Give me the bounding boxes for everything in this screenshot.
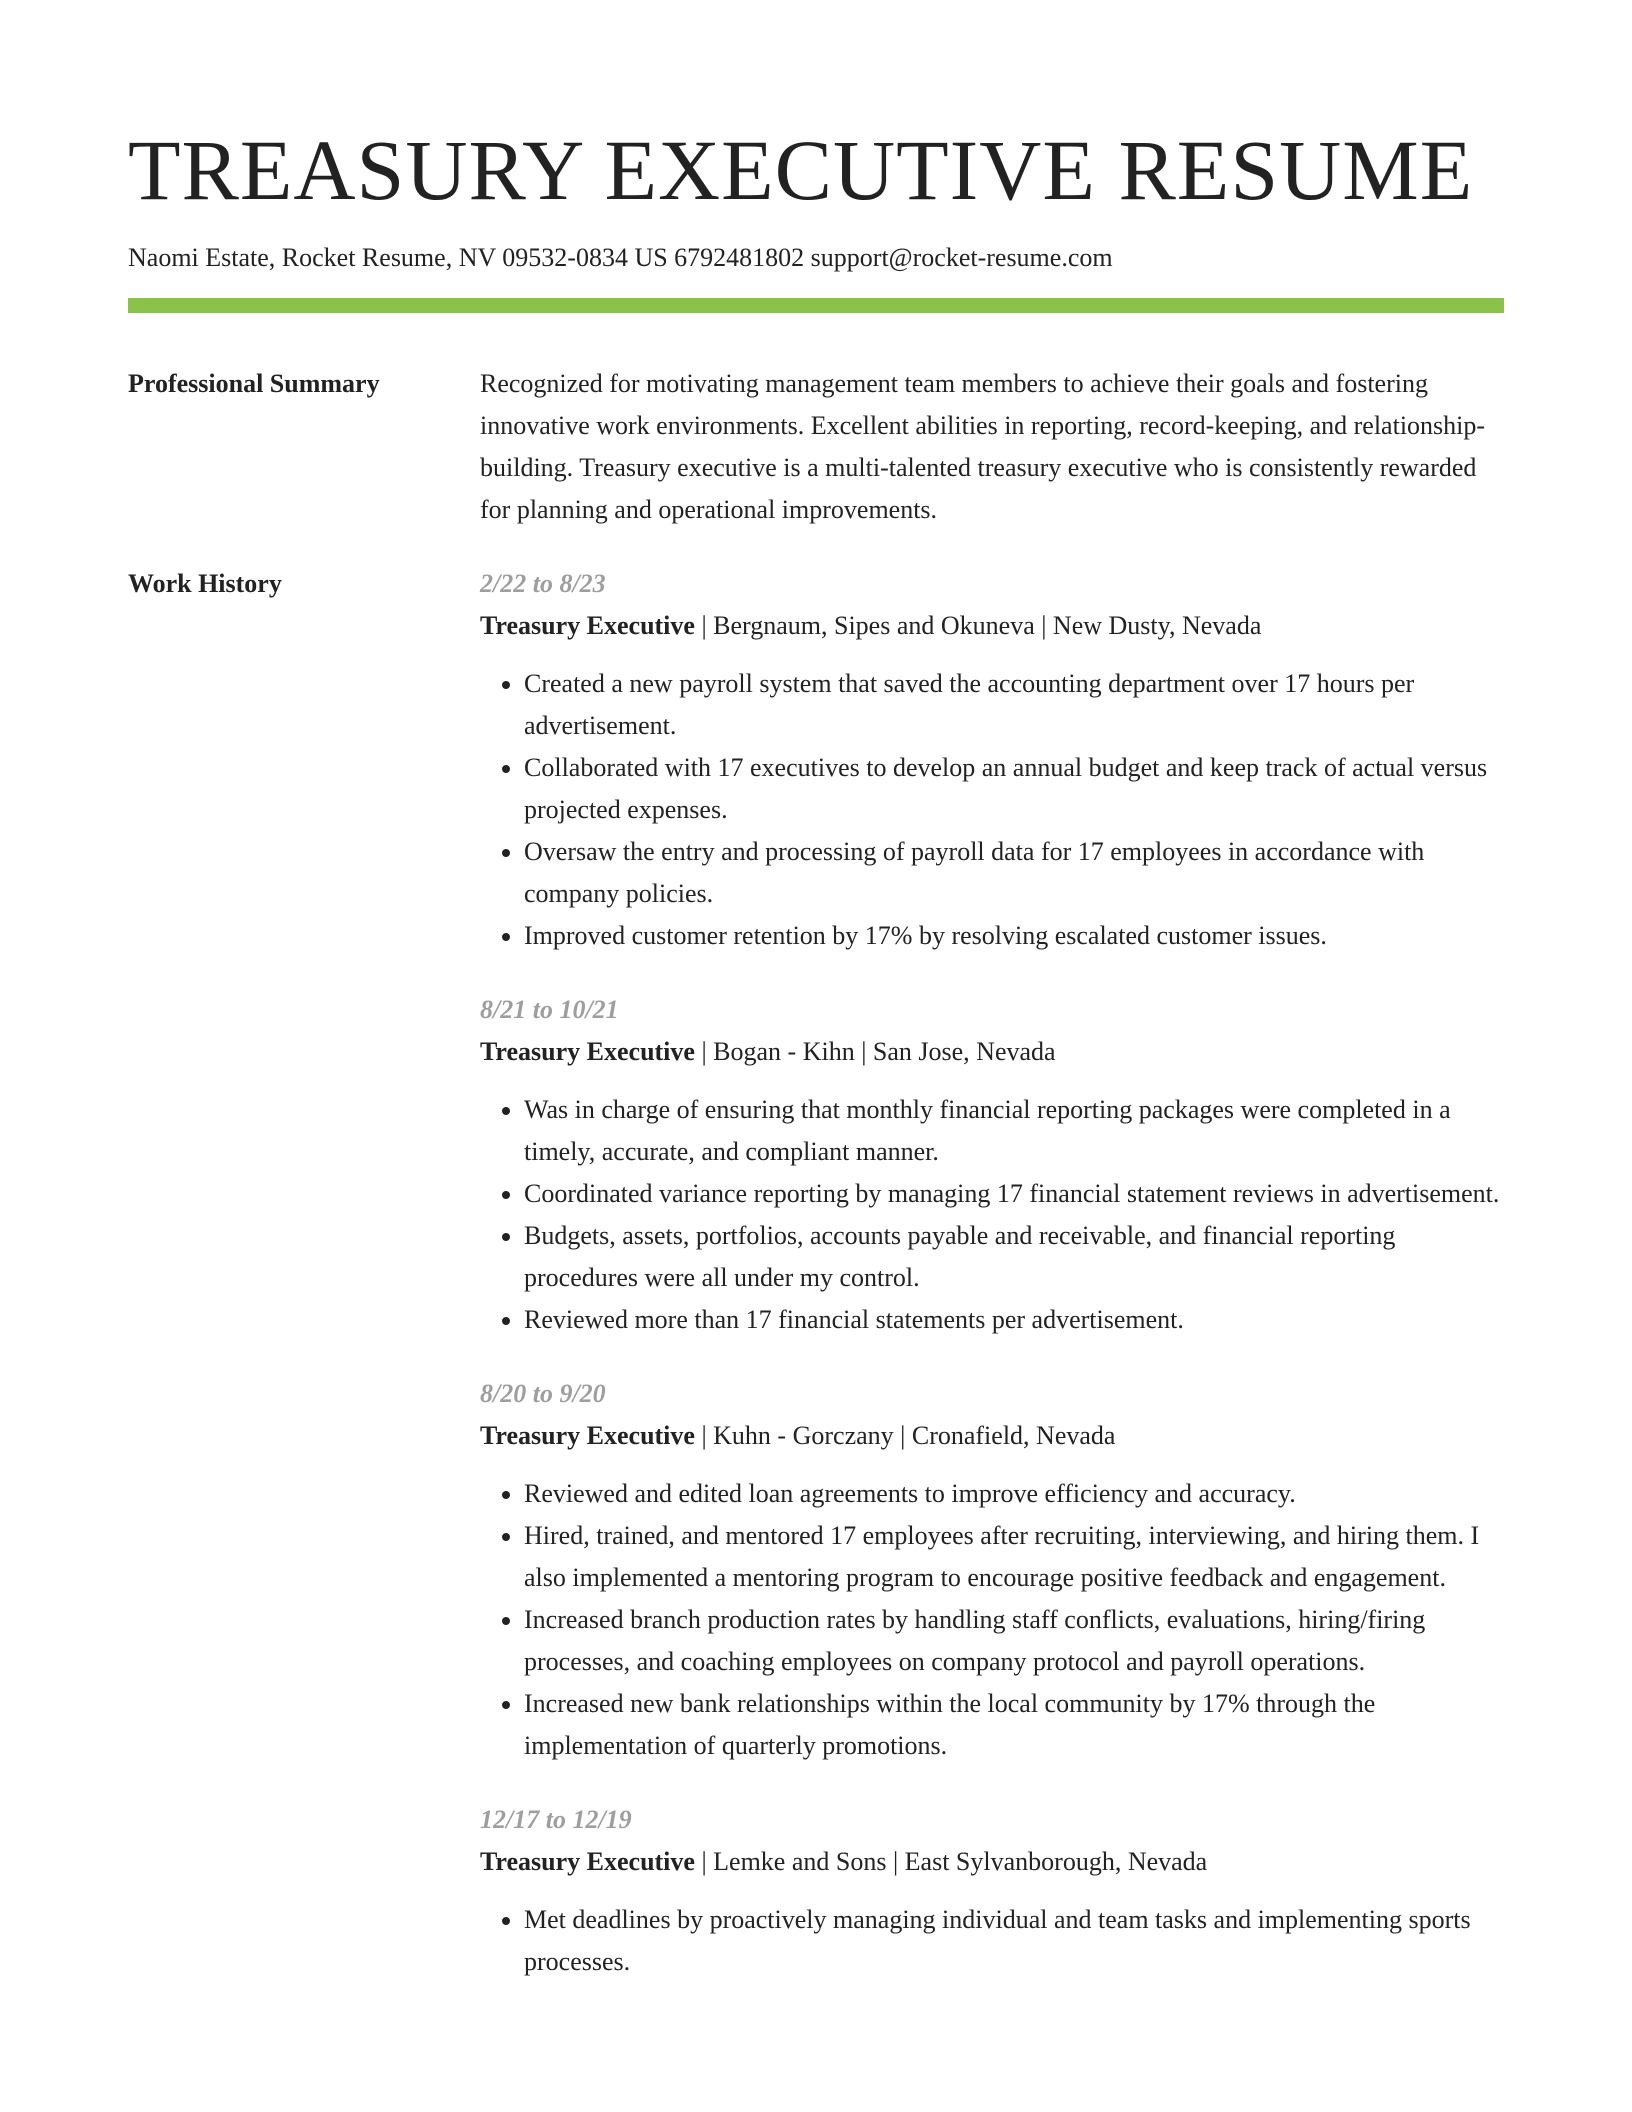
job-header: [480, 1031, 1504, 1073]
job-bullet: • Collaborated with 17 executives to develop an annual budget and keep track of actual versus projected expenses.: [524, 747, 1504, 831]
job-bullets: [480, 1473, 1504, 1767]
job-details: | Bogan - Kihn | San Jose, Nevada: [694, 1037, 1056, 1066]
job-entry: [480, 1373, 1504, 1767]
job-entry: [480, 1799, 1504, 1983]
job-details: | Kuhn - Gorczany | Cronafield, Nevada: [694, 1421, 1116, 1450]
professional-summary-section: [128, 363, 1504, 531]
job-bullet: • Increased branch production rates by handling staff conflicts, evaluations, hiring/firing processes, and coaching employees on company protocol and payroll operations.: [524, 1599, 1504, 1683]
resume-title: TREASURY EXECUTIVE RESUME: [128, 122, 1474, 218]
work-history-section: [128, 563, 1504, 2015]
job-bullet: • Reviewed more than 17 financial statements per advertisement.: [524, 1299, 1504, 1341]
job-bullets: [480, 1089, 1504, 1341]
job-details: | Lemke and Sons | East Sylvanborough, Nevada: [694, 1847, 1208, 1876]
job-bullet: • Hired, trained, and mentored 17 employees after recruiting, interviewing, and hiring them. I also implemented a mentoring program to encourage positive feedback and engagement.: [524, 1515, 1504, 1599]
job-bullet: • Oversaw the entry and processing of payroll data for 17 employees in accordance with company policies.: [524, 831, 1504, 915]
job-bullet: • Was in charge of ensuring that monthly financial reporting packages were completed in a timely, accurate, and compliant manner.: [524, 1089, 1504, 1173]
contact-line: Naomi Estate, Rocket Resume, NV 09532-0834 US 6792481802 support@rocket-resume.com: [128, 243, 1113, 272]
job-title: Treasury Executive: [480, 1037, 695, 1066]
summary-body: [480, 363, 1504, 531]
job-header: [480, 1841, 1504, 1883]
work-history-body: [480, 563, 1504, 2015]
summary-text: Recognized for motivating management team members to achieve their goals and fostering innovative work environments. Excellent abilities in reporting, record-keeping, and relationship-building. Treasury executive is a multi-talented treasury executive who is consistently rewarded for planning and operational improvements.: [480, 369, 1486, 524]
job-bullet: • Budgets, assets, portfolios, accounts payable and receivable, and financial reporting procedures were all under my control.: [524, 1215, 1504, 1299]
job-bullet: • Reviewed and edited loan agreements to improve efficiency and accuracy.: [524, 1473, 1504, 1515]
job-dates: 12/17 to 12/19: [480, 1805, 632, 1834]
job-title: Treasury Executive: [480, 1847, 695, 1876]
job-entry: [480, 563, 1504, 957]
job-bullet: • Increased new bank relationships within the local community by 17% through the implementation of quarterly promotions.: [524, 1683, 1504, 1767]
job-bullet: • Coordinated variance reporting by managing 17 financial statement reviews in advertisement.: [524, 1173, 1504, 1215]
job-bullet: • Met deadlines by proactively managing individual and team tasks and implementing sports processes.: [524, 1899, 1504, 1983]
job-title: Treasury Executive: [480, 1421, 695, 1450]
resume-page: [128, 0, 1504, 2015]
job-entry: [480, 989, 1504, 1341]
job-header: [480, 1415, 1504, 1457]
section-label-summary: Professional Summary: [128, 369, 380, 398]
job-header: [480, 605, 1504, 647]
accent-divider: [128, 298, 1504, 313]
job-bullet: • Created a new payroll system that saved the accounting department over 17 hours per advertisement.: [524, 663, 1504, 747]
job-dates: 8/20 to 9/20: [480, 1379, 606, 1408]
job-bullets: [480, 1899, 1504, 1983]
job-details: | Bergnaum, Sipes and Okuneva | New Dusty, Nevada: [694, 611, 1262, 640]
job-title: Treasury Executive: [480, 611, 695, 640]
job-bullets: [480, 663, 1504, 957]
job-dates: 8/21 to 10/21: [480, 995, 619, 1024]
job-bullet: • Improved customer retention by 17% by resolving escalated customer issues.: [524, 915, 1504, 957]
section-label-work: Work History: [128, 569, 282, 598]
job-dates: 2/22 to 8/23: [480, 569, 606, 598]
